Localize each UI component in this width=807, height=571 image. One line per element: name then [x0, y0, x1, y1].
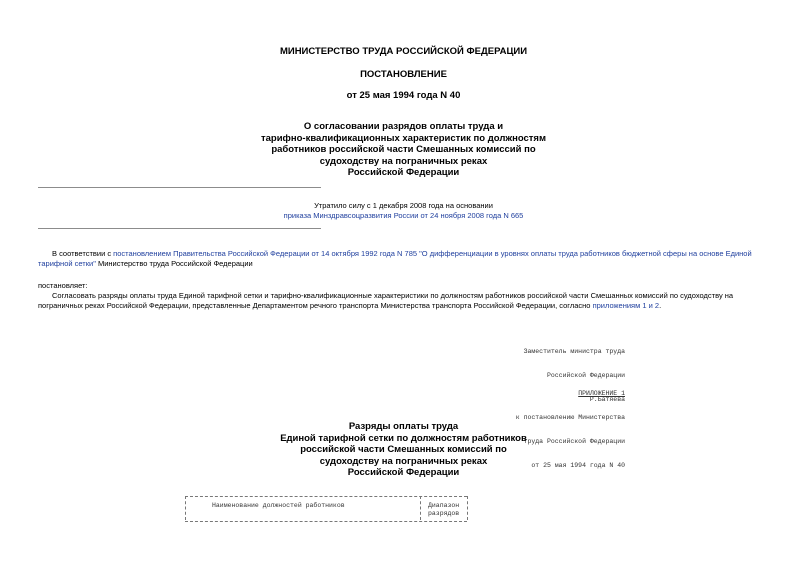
signature-position: Заместитель министра труда [523, 348, 625, 355]
title-line: Российской Федерации [347, 167, 460, 178]
table-header-range-2: разрядов [428, 510, 460, 517]
document-date: от 25 мая 1994 года N 40 [346, 90, 461, 101]
table-border-left [185, 496, 186, 520]
title-line: судоходству на пограничных реках [319, 155, 488, 167]
signature-org: Российской Федерации [546, 372, 625, 379]
title-line: работников российской части Смешанных комиссий по [271, 144, 536, 155]
preamble-suffix: Министерство труда Российской Федерации [95, 259, 253, 268]
appendix-link[interactable]: приложениям 1 и 2 [592, 301, 660, 310]
signature-name: Р.Батяева [589, 396, 625, 403]
appendix-title-line: Единой тарифной сетки по должностям работников [280, 432, 527, 444]
resolves-label: постановляет: [38, 281, 88, 290]
separator-line [38, 228, 321, 229]
document-title [0, 121, 807, 179]
appendix-ref: к постановлению Министерства [515, 414, 625, 421]
appendix-org: труда Российской Федерации [523, 438, 625, 445]
preamble-prefix: В соответствии с [52, 249, 114, 258]
body-paragraph [38, 291, 771, 311]
table-border-right [467, 496, 468, 520]
table-header-range-1: Диапазон [428, 502, 460, 509]
table-column-divider [420, 496, 421, 520]
status-order-link[interactable]: приказа Минздравсоцразвития России от 24 ноября 2008 года N 665 [283, 211, 524, 220]
separator-line [38, 187, 321, 188]
appendix-title [0, 421, 807, 479]
appendix-title-line: Российской Федерации [347, 467, 460, 478]
status-note [0, 201, 807, 221]
preamble-paragraph [38, 249, 771, 269]
body-text: Согласовать разряды оплаты труда Единой тарифной сетки и тарифно-квалификационные характеристики по должностям работников российской части Смешанных комиссий по судоходству на пограничных реках Российской Федерации, представленные Департаментом речного транспорта Министерства транспорта Российской Федерации, согласно [38, 291, 734, 310]
title-line: О согласовании разрядов оплаты труда и [303, 121, 504, 132]
appendix-number: ПРИЛОЖЕНИЕ 1 [578, 390, 625, 397]
appendix-date: от 25 мая 1994 года N 40 [531, 462, 625, 469]
document-type: ПОСТАНОВЛЕНИЕ [360, 69, 447, 80]
status-text: Утратило силу с 1 декабря 2008 года на основании [314, 201, 493, 210]
body-end: . [659, 301, 662, 310]
government-decree-link[interactable]: постановлением Правительства Российской Федерации от 14 октября 1992 года N 785 "О дифференциации в уровнях оплаты труда работников бюджетной сферы на основе Единой тарифной сетки" [38, 249, 752, 268]
appendix-title-line: судоходству на пограничных реках [319, 455, 488, 467]
table-header-positions: Наименование должностей работников [212, 502, 345, 509]
title-line: тарифно-квалификационных характеристик по должностям [260, 132, 547, 144]
appendix-title-line: Разряды оплаты труда [348, 421, 459, 432]
ministry-name: МИНИСТЕРСТВО ТРУДА РОССИЙСКОЙ ФЕДЕРАЦИИ [279, 46, 528, 57]
appendix-title-line: российской части Смешанных комиссий по [300, 444, 507, 455]
